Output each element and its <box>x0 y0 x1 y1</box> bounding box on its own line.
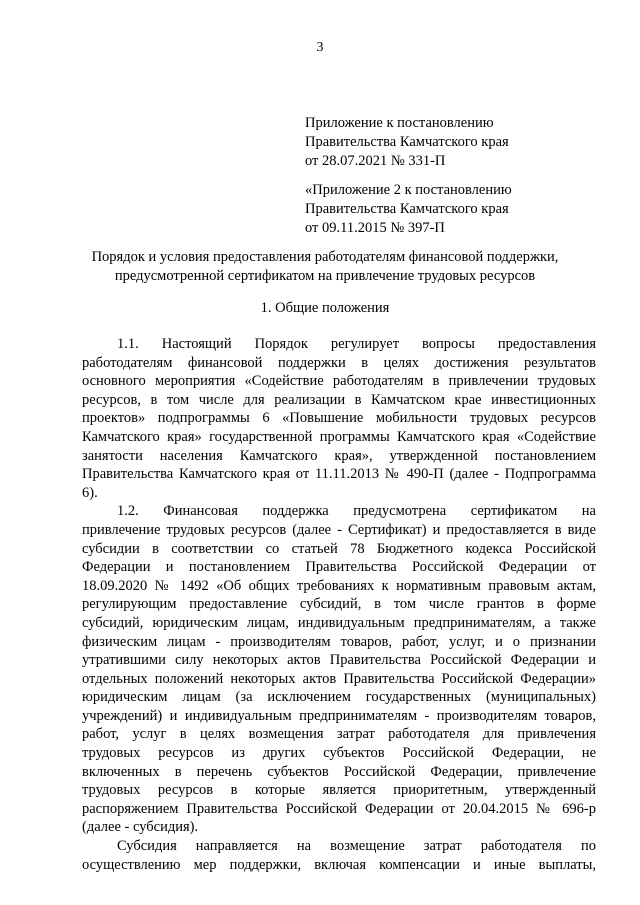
section-heading: 1. Общие положения <box>260 300 390 316</box>
text-line: Камчатского края» государственной программы Камчатского края «Содействие <box>82 428 596 445</box>
text-line: привлечение трудовых ресурсов (далее - Сертификат) и предоставляется в виде <box>82 521 596 538</box>
appendix-line: Правительства Камчатского края <box>305 201 509 217</box>
document-title <box>60 248 590 286</box>
appendix-line: «Приложение 2 к постановлению <box>305 182 512 198</box>
text-line: 1.1. Настоящий Порядок регулирует вопросы предоставления <box>117 336 596 352</box>
text-line: основного мероприятия «Содействие работодателям в привлечении трудовых <box>82 373 596 390</box>
text-line: трудовых ресурсов из других субъектов Российской Федерации, не <box>82 745 596 762</box>
page-number: 3 <box>316 40 324 55</box>
text-line: занятости населения Камчатского края», утвержденной постановлением <box>82 447 596 464</box>
title-line: предусмотренной сертификатом на привлечение трудовых ресурсов <box>114 268 536 284</box>
text-line: физическим лицам - производителям товаров, работ, услуг, и о признании <box>82 633 596 650</box>
text-line: проектов» подпрограммы 6 «Повышение мобильности трудовых ресурсов <box>82 410 596 427</box>
text-line: Федерации и постановлением Правительства Российской Федерации от <box>82 559 596 576</box>
appendix-line: Приложение к постановлению <box>305 115 494 131</box>
appendix-reference-current <box>305 114 509 171</box>
title-line: Порядок и условия предоставления работодателям финансовой поддержки, <box>91 249 559 265</box>
appendix-line: от 28.07.2021 № 331-П <box>305 153 446 169</box>
paragraph-subsidy <box>82 837 596 874</box>
text-line: субсидии в соответствии со статьей 78 Бюджетного кодекса Российской <box>82 540 596 557</box>
text-line: трудовых ресурсов в которые является приоритетным, утвержденный <box>82 782 596 799</box>
appendix-line: от 09.11.2015 № 397-П <box>305 220 445 236</box>
text-line: отдельных положений некоторых актов Правительства Российской Федерации» <box>82 670 596 687</box>
text-line: юридическим лицам (за исключением государственных (муниципальных) <box>82 689 596 706</box>
text-line: 6). <box>82 484 98 501</box>
text-line: Субсидия направляется на возмещение затрат работодателя по <box>117 838 596 855</box>
text-line: распоряжением Правительства Российской Федерации от 20.04.2015 № 696-р <box>82 800 596 817</box>
body-text <box>82 335 596 874</box>
text-line: включенных в перечень субъектов Российской Федерации, привлечение <box>82 763 596 780</box>
paragraph-1-2 <box>82 502 596 837</box>
appendix-line: Правительства Камчатского края <box>305 134 509 150</box>
text-line: учреждений) и индивидуальным предпринимателям - производителям товаров, <box>82 707 596 724</box>
text-line: работодателям финансовой поддержки в целях достижения результатов <box>82 354 596 371</box>
text-line: утратившими силу некоторых актов Правительства Российской Федерации и <box>82 652 596 669</box>
text-line: Правительства Камчатского края от 11.11.2013 № 490-П (далее - Подпрограмма <box>82 466 596 483</box>
text-line: осуществлению мер поддержки, включая компенсации и иные выплаты, <box>82 856 596 873</box>
appendix-reference-original <box>305 181 512 238</box>
text-line: ресурсов, в том числе для реализации в Камчатском крае инвестиционных <box>82 391 596 408</box>
text-line: субсидий, юридическим лицам, индивидуальным предпринимателям, а также <box>82 614 596 631</box>
text-line: (далее - субсидия). <box>82 819 199 836</box>
paragraph-1-1 <box>82 335 596 502</box>
text-line: 1.2. Финансовая поддержка предусмотрена сертификатом на <box>117 503 596 520</box>
text-line: регулирующим предоставление субсидий, в том числе грантов в форме <box>82 596 596 613</box>
text-line: работ, услуг в целях возмещения затрат работодателя для привлечения <box>82 726 596 743</box>
text-line: 18.09.2020 № 1492 «Об общих требованиях к нормативным правовым актам, <box>82 577 596 594</box>
